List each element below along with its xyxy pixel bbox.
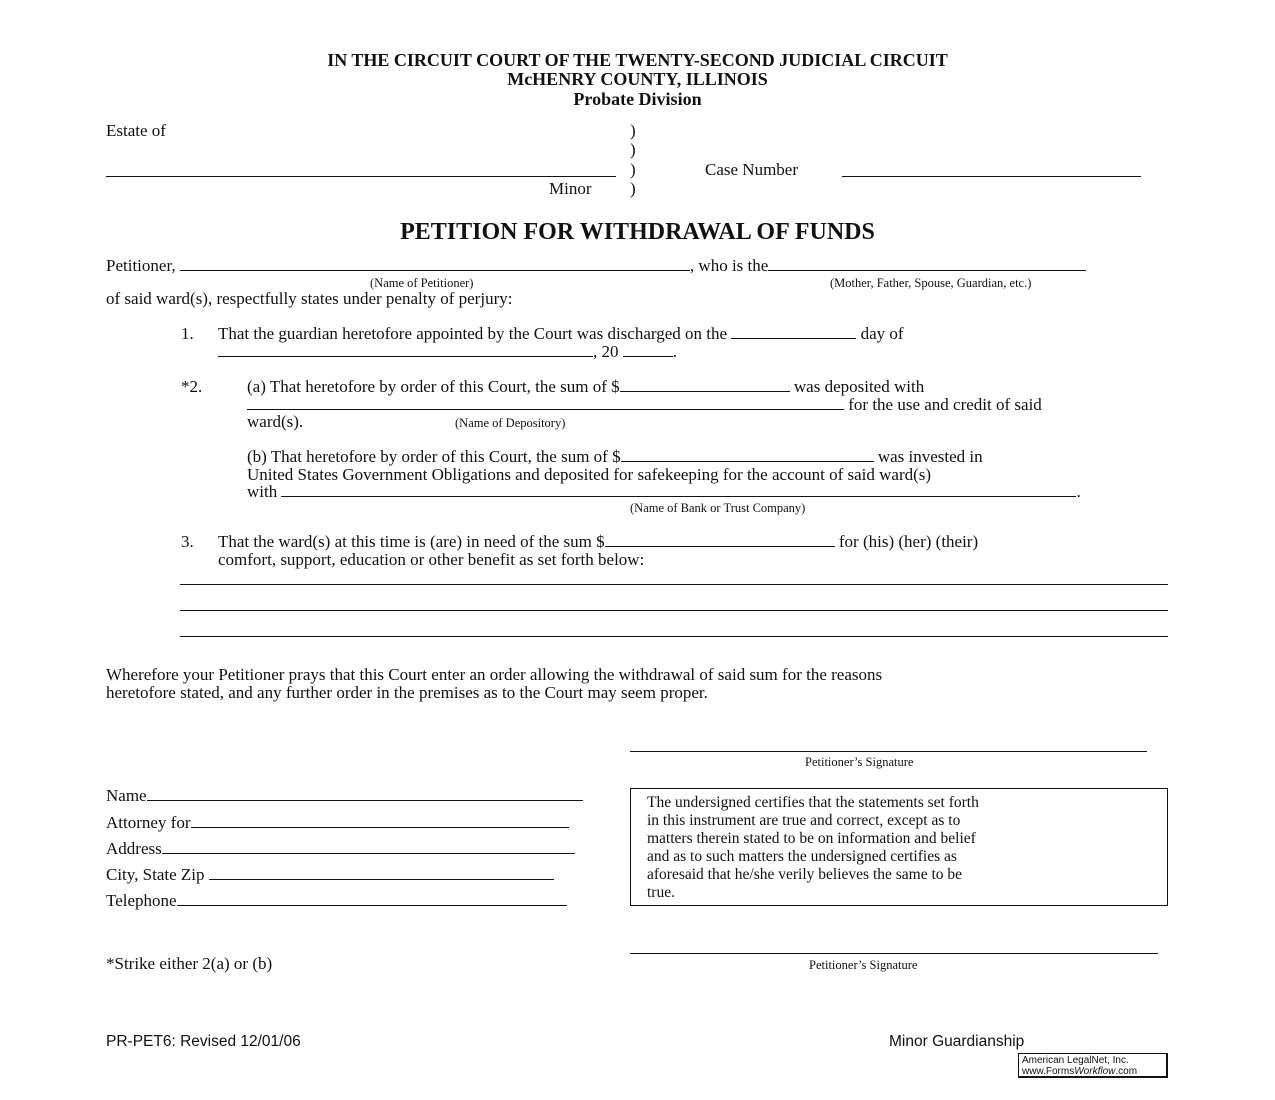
paren: ) xyxy=(630,179,636,198)
estate-of-label: Estate of xyxy=(106,121,166,140)
item-2b-line2: United States Government Obligations and deposited for safekeeping for the account of said ward(s) xyxy=(247,465,932,484)
attorney-name-field[interactable] xyxy=(147,786,583,801)
signature-caption-2: Petitioner’s Signature xyxy=(809,958,918,972)
benefit-line-1[interactable] xyxy=(180,584,1168,585)
county-name: McHENRY COUNTY, ILLINOIS xyxy=(507,69,768,89)
petitioner-continuation: of said ward(s), respectfully states under penalty of perjury: xyxy=(106,289,513,308)
city-field[interactable] xyxy=(209,865,554,880)
city-label: City, State Zip xyxy=(106,865,205,884)
year-prefix: , 20 xyxy=(593,342,619,361)
item-3-text: That the ward(s) at this time is (are) in need of the sum $ xyxy=(218,532,605,551)
case-number-field[interactable] xyxy=(842,176,1141,177)
item-2b-text: (b) That heretofore by order of this Court, the sum of $ xyxy=(247,447,621,466)
deposited-with-label: was deposited with xyxy=(793,377,925,396)
division-name: Probate Division xyxy=(573,89,702,109)
benefit-line-2[interactable] xyxy=(180,610,1168,611)
depository-name-field[interactable] xyxy=(247,395,844,410)
with-label: with xyxy=(247,482,278,501)
logo-line-2 xyxy=(1022,1066,1163,1077)
attorney-for-label: Attorney for xyxy=(106,813,191,832)
item-2a-line1 xyxy=(247,377,924,397)
discharge-day-field[interactable] xyxy=(731,324,856,339)
petitioner-label: Petitioner, xyxy=(106,256,176,275)
item-3-line2: comfort, support, education or other benefit as set forth below: xyxy=(218,550,645,569)
wherefore-line2: heretofore stated, and any further order in the premises as to the Court may seem proper. xyxy=(106,683,708,702)
item-2b-line3 xyxy=(247,482,1081,502)
item-3-number: 3. xyxy=(181,532,194,551)
item-1-text: That the guardian heretofore appointed by the Court was discharged on the xyxy=(218,324,728,343)
petitioner-signature-line-2[interactable] xyxy=(630,953,1158,954)
relation-caption: (Mother, Father, Spouse, Guardian, etc.) xyxy=(830,276,1032,290)
wards-label: ward(s). xyxy=(247,412,304,431)
day-of-label: day of xyxy=(860,324,904,343)
item-1-number: 1. xyxy=(181,324,194,343)
depository-caption: (Name of Depository) xyxy=(455,416,566,430)
address-field[interactable] xyxy=(162,839,575,854)
form-category: Minor Guardianship xyxy=(889,1033,1025,1050)
deposit-sum-field[interactable] xyxy=(620,377,790,392)
attorney-name-row xyxy=(106,786,583,806)
estate-name-field[interactable] xyxy=(106,176,616,177)
name-caption: (Name of Petitioner) xyxy=(370,276,474,290)
minor-label: Minor xyxy=(549,179,592,198)
logo-text: .com xyxy=(1115,1066,1138,1077)
court-name: IN THE CIRCUIT COURT OF THE TWENTY-SECOND JUDICIAL CIRCUIT xyxy=(327,50,948,70)
period: . xyxy=(1076,482,1081,501)
telephone-field[interactable] xyxy=(177,891,567,906)
pronoun-label: for (his) (her) (their) xyxy=(838,532,979,551)
wherefore-line1: Wherefore your Petitioner prays that this Court enter an order allowing the withdrawal of said sum for the reasons xyxy=(106,665,883,684)
name-label: Name xyxy=(106,786,147,805)
telephone-row xyxy=(106,891,567,911)
item-2a-line2 xyxy=(247,395,1042,415)
strike-note: *Strike either 2(a) or (b) xyxy=(106,954,273,973)
petitioner-signature-line-1[interactable] xyxy=(630,751,1147,752)
benefit-line-3[interactable] xyxy=(180,636,1168,637)
certification-box xyxy=(630,788,1168,906)
item-2-number: *2. xyxy=(181,377,203,396)
who-is-the-label: , who is the xyxy=(689,256,769,275)
item-3-line1 xyxy=(218,532,978,552)
paren: ) xyxy=(630,160,636,179)
paren: ) xyxy=(630,140,636,159)
attorney-for-field[interactable] xyxy=(191,813,569,828)
invested-in-label: was invested in xyxy=(877,447,983,466)
telephone-label: Telephone xyxy=(106,891,177,910)
item-1-line2 xyxy=(218,342,677,362)
form-id: PR-PET6: Revised 12/01/06 xyxy=(106,1033,301,1050)
certification-text: The undersigned certifies that the statements set forth in this instrument are true and correct, except as to matters therein stated to be on information and belief and as to such matters the undersigned certifies as aforesaid that he/she verily believes the same to be true. xyxy=(647,794,979,901)
invested-sum-field[interactable] xyxy=(621,447,874,462)
logo-text: Workflow xyxy=(1074,1066,1116,1077)
city-row xyxy=(106,865,554,885)
signature-caption-1: Petitioner’s Signature xyxy=(805,755,914,769)
relation-field[interactable] xyxy=(768,256,1086,271)
period: . xyxy=(672,342,677,361)
bank-caption: (Name of Bank or Trust Company) xyxy=(630,501,806,515)
discharge-month-field[interactable] xyxy=(218,342,593,357)
logo-text: www.Forms xyxy=(1022,1066,1075,1077)
bank-name-field[interactable] xyxy=(281,482,1076,497)
address-row xyxy=(106,839,575,859)
petitioner-line xyxy=(106,256,1086,276)
logo-line-1: American LegalNet, Inc. xyxy=(1022,1055,1129,1066)
attorney-for-row xyxy=(106,813,569,833)
case-number-label: Case Number xyxy=(705,160,799,179)
page-title: PETITION FOR WITHDRAWAL OF FUNDS xyxy=(400,219,875,245)
item-1-line1 xyxy=(218,324,904,344)
item-2b-line1 xyxy=(247,447,983,467)
paren: ) xyxy=(630,121,636,140)
discharge-year-field[interactable] xyxy=(623,342,673,357)
address-label: Address xyxy=(106,839,162,858)
american-legalnet-logo xyxy=(1018,1053,1168,1078)
use-credit-label: for the use and credit of said xyxy=(848,395,1042,414)
needed-sum-field[interactable] xyxy=(605,532,835,547)
item-2a-text: (a) That heretofore by order of this Court, the sum of $ xyxy=(247,377,620,396)
petitioner-name-field[interactable] xyxy=(180,256,690,271)
